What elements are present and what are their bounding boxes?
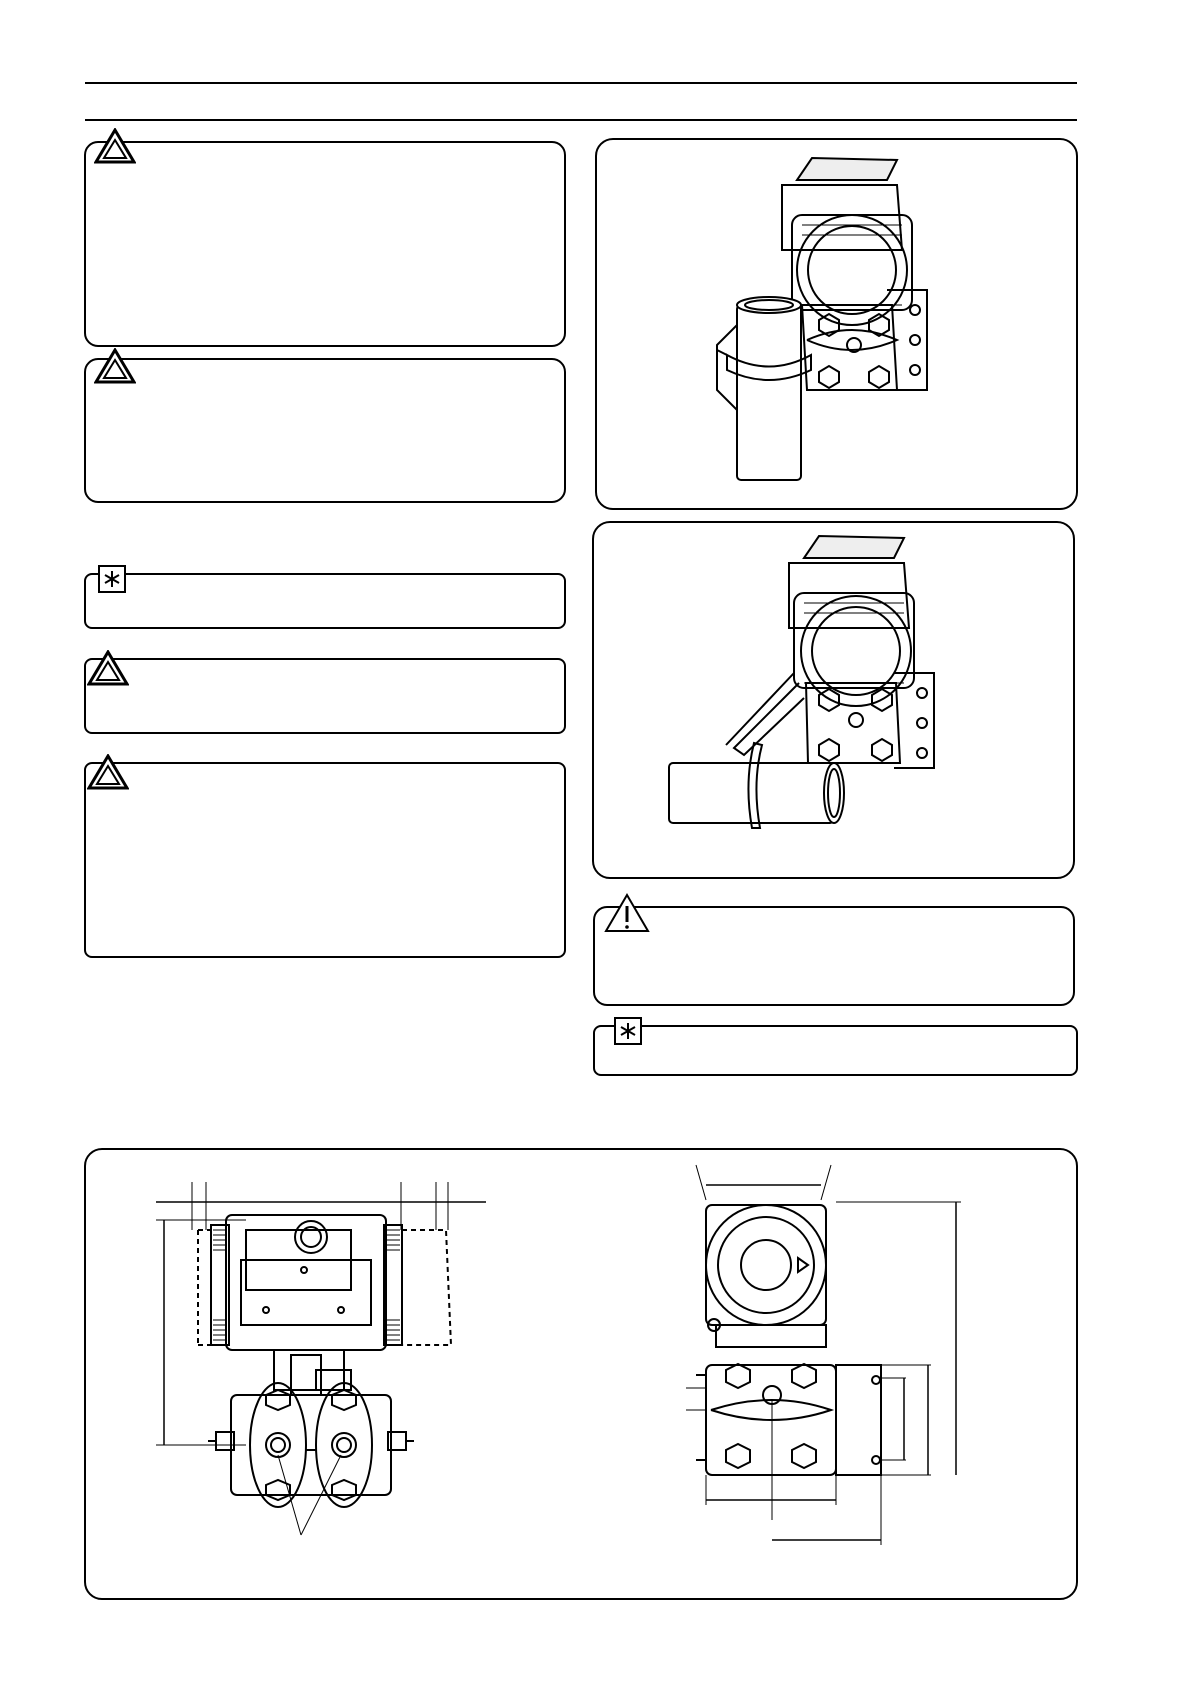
note-box-1: [84, 573, 566, 629]
transmitter-side-view-dimension-drawing: [686, 1160, 1026, 1600]
figure-horizontal-pipe-mounting: [592, 521, 1075, 879]
warning-box-1: [84, 141, 566, 347]
warning-box-3: [84, 658, 566, 734]
note-box-2: [593, 1025, 1078, 1076]
figure-dimensions: [84, 1148, 1078, 1600]
transmitter-front-view-dimension-drawing: [156, 1170, 616, 1590]
transmitter-on-horizontal-pipe: [594, 523, 1073, 877]
header-rule-top: [85, 82, 1077, 84]
warning-box-4: [84, 762, 566, 958]
warning-box-2: [84, 358, 566, 503]
asterisk-note-icon: [98, 565, 126, 593]
warning-triangle-icon: [87, 650, 129, 686]
warning-triangle-icon: [94, 128, 136, 164]
figure-vertical-pipe-mounting: [595, 138, 1078, 510]
asterisk-note-icon: [614, 1017, 642, 1045]
warning-triangle-icon: [94, 348, 136, 384]
caution-exclamation-icon: [604, 893, 650, 933]
transmitter-on-vertical-pipe: [597, 140, 1076, 508]
header-rule-bottom: [85, 119, 1077, 121]
warning-triangle-icon: [87, 754, 129, 790]
caution-box: [593, 906, 1075, 1006]
